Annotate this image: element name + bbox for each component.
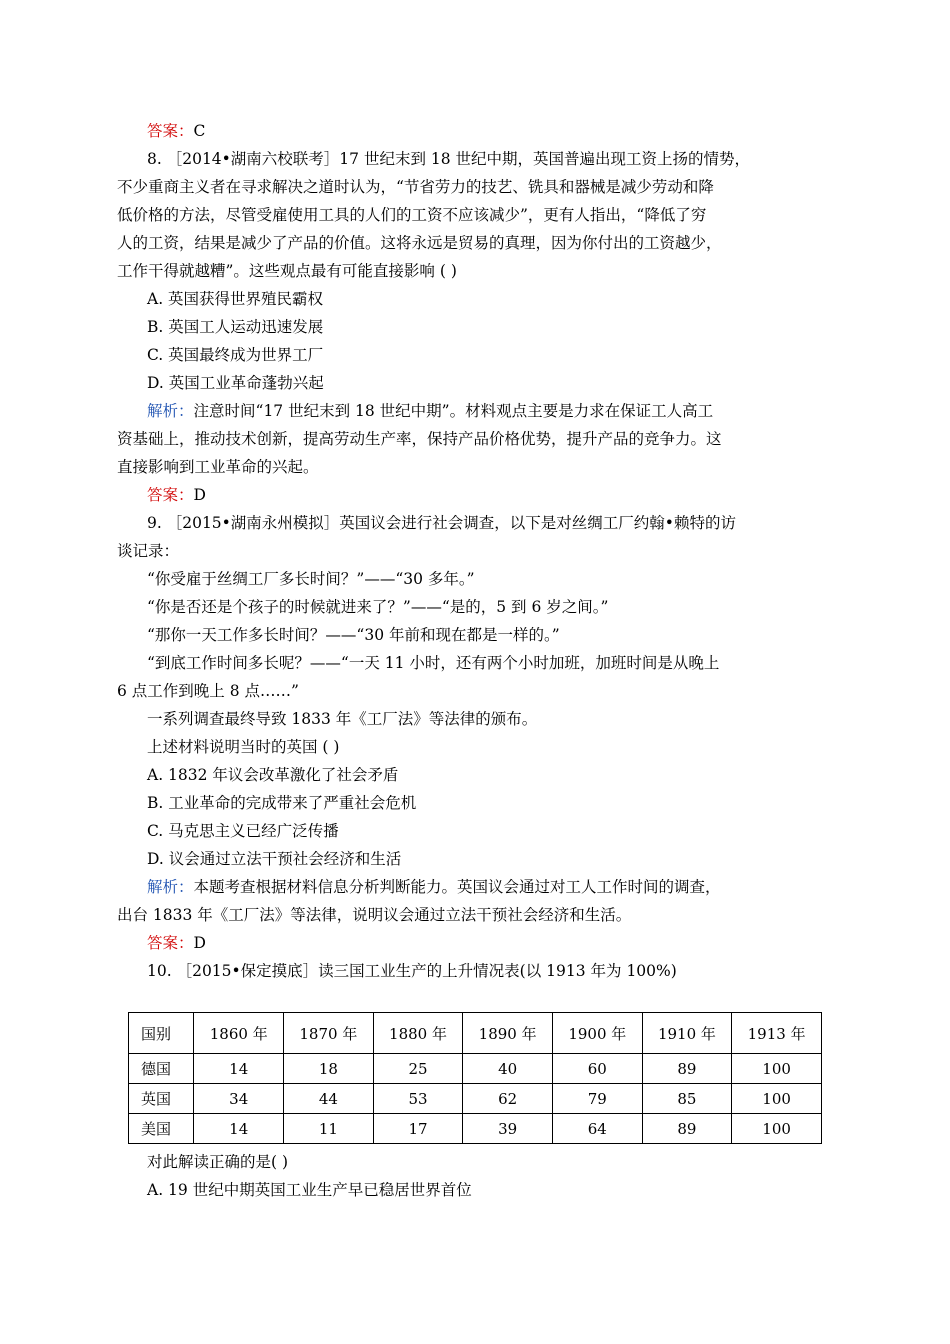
table-header-row [129,1013,822,1054]
table-cell: 89 [642,1054,732,1084]
table-header-cell: 1900 年 [552,1013,642,1054]
q9-quote-continued: 6 点工作到晚上 8 点……” [117,682,299,700]
table-cell: 11 [284,1114,374,1144]
table-cell: 62 [463,1084,553,1114]
q9-quote: “你受雇于丝绸工厂多长时间？”——“30 多年。” [147,570,475,588]
q8-option-a: A. 英国获得世界殖民霸权 [147,290,324,308]
table-cell: 34 [194,1084,284,1114]
table-header-cell: 1880 年 [373,1013,463,1054]
table-cell: 100 [732,1084,822,1114]
q9-answer [147,929,807,957]
table-cell: 英国 [129,1084,194,1114]
analysis-label: 解析： [147,878,194,896]
table-cell: 53 [373,1084,463,1114]
q9-option-d: D. 议会通过立法干预社会经济和生活 [147,850,402,868]
q9-stem-line: 9. ［2015•湖南永州模拟］英国议会进行社会调查，以下是对丝绸工厂约翰•赖特的访 [147,514,736,532]
q8-stem-line: 不少重商主义者在寻求解决之道时认为，“节省劳力的技艺、铣具和器械是减少劳动和降 [117,178,714,196]
table-cell: 17 [373,1114,463,1144]
q9-statement: 一系列调查最终导致 1833 年《工厂法》等法律的颁布。 [147,710,538,728]
q9-option-b: B. 工业革命的完成带来了严重社会危机 [147,794,417,812]
table-cell: 89 [642,1114,732,1144]
table-cell: 44 [284,1084,374,1114]
table-header-cell: 1870 年 [284,1013,374,1054]
answer-label: 答案： [147,122,194,140]
analysis-text: 本题考查根据材料信息分析判断能力。英国议会通过对工人工作时间的调查， [193,878,721,896]
table-cell: 18 [284,1054,374,1084]
q9-analysis-line: 出台 1833 年《工厂法》等法律，说明议会通过立法干预社会经济和生活。 [117,906,632,924]
industrial-production-table [128,1012,822,1144]
q9-option-a: A. 1832 年议会改革激化了社会矛盾 [147,766,399,784]
analysis-label: 解析： [147,402,194,420]
q9-quote: “你是否还是个孩子的时候就进来了？”——“是的，5 到 6 岁之间。” [147,598,609,616]
q10-question: 对此解读正确的是( ) [147,1153,289,1171]
q8-option-c: C. 英国最终成为世界工厂 [147,346,324,364]
q8-analysis-line: 资基础上，推动技术创新，提高劳动生产率，保持产品价格优势，提升产品的竞争力。这 [117,430,722,448]
table-cell: 100 [732,1054,822,1084]
q8-answer [147,481,807,509]
q8-analysis [147,397,807,425]
answer-label: 答案： [147,486,194,504]
document-body [117,117,807,985]
q8-option-d: D. 英国工业革命蓬勃兴起 [147,374,324,392]
q9-statement: 上述材料说明当时的英国 ( ) [147,738,340,756]
table-row [129,1054,822,1084]
q8-analysis-line: 直接影响到工业革命的兴起。 [117,458,319,476]
q9-stem-line: 谈记录： [117,542,180,560]
table-header-cell: 1860 年 [194,1013,284,1054]
q10-title: 10. ［2015•保定摸底］读三国工业生产的上升情况表(以 1913 年为 100%) [147,962,677,980]
q8-stem-line: 8. ［2014•湖南六校联考］17 世纪末到 18 世纪中期，英国普遍出现工资上扬的情势， [147,150,751,168]
table-cell: 39 [463,1114,553,1144]
q8-stem-line: 人的工资，结果是减少了产品的价值。这将永远是贸易的真理，因为你付出的工资越少， [117,234,722,252]
q9-quote: “那你一天工作多长时间？——“30 年前和现在都是一样的。” [147,626,560,644]
table-cell: 美国 [129,1114,194,1144]
table-cell: 60 [552,1054,642,1084]
answer-value: C [193,122,206,140]
q10-option-a: A. 19 世纪中期英国工业生产早已稳居世界首位 [147,1181,472,1199]
table-row [129,1114,822,1144]
table-cell: 64 [552,1114,642,1144]
q9-quote: “到底工作时间多长呢？——“一天 11 小时，还有两个小时加班，加班时间是从晚上 [147,654,720,672]
table-cell: 14 [194,1114,284,1144]
q7-answer [147,117,807,145]
q9-analysis [147,873,807,901]
table-cell: 德国 [129,1054,194,1084]
answer-value: D [193,934,206,952]
table-header-cell: 1910 年 [642,1013,732,1054]
table-cell: 79 [552,1084,642,1114]
table-cell: 40 [463,1054,553,1084]
answer-value: D [193,486,206,504]
table-header-cell: 1913 年 [732,1013,822,1054]
table-header-cell: 国别 [129,1013,194,1054]
answer-label: 答案： [147,934,194,952]
q8-stem-line: 工作干得就越糟”。这些观点最有可能直接影响 ( ) [117,262,457,280]
q10-after-table [147,1148,807,1204]
q8-stem-line: 低价格的方法，尽管受雇使用工具的人们的工资不应该减少”，更有人指出，“降低了穷 [117,206,707,224]
analysis-text: 注意时间“17 世纪末到 18 世纪中期”。材料观点主要是力求在保证工人高工 [193,402,714,420]
table-row [129,1084,822,1114]
table-header-cell: 1890 年 [463,1013,553,1054]
table-cell: 85 [642,1084,732,1114]
table-cell: 25 [373,1054,463,1084]
q9-option-c: C. 马克思主义已经广泛传播 [147,822,339,840]
table-cell: 14 [194,1054,284,1084]
table-cell: 100 [732,1114,822,1144]
q8-option-b: B. 英国工人运动迅速发展 [147,318,324,336]
